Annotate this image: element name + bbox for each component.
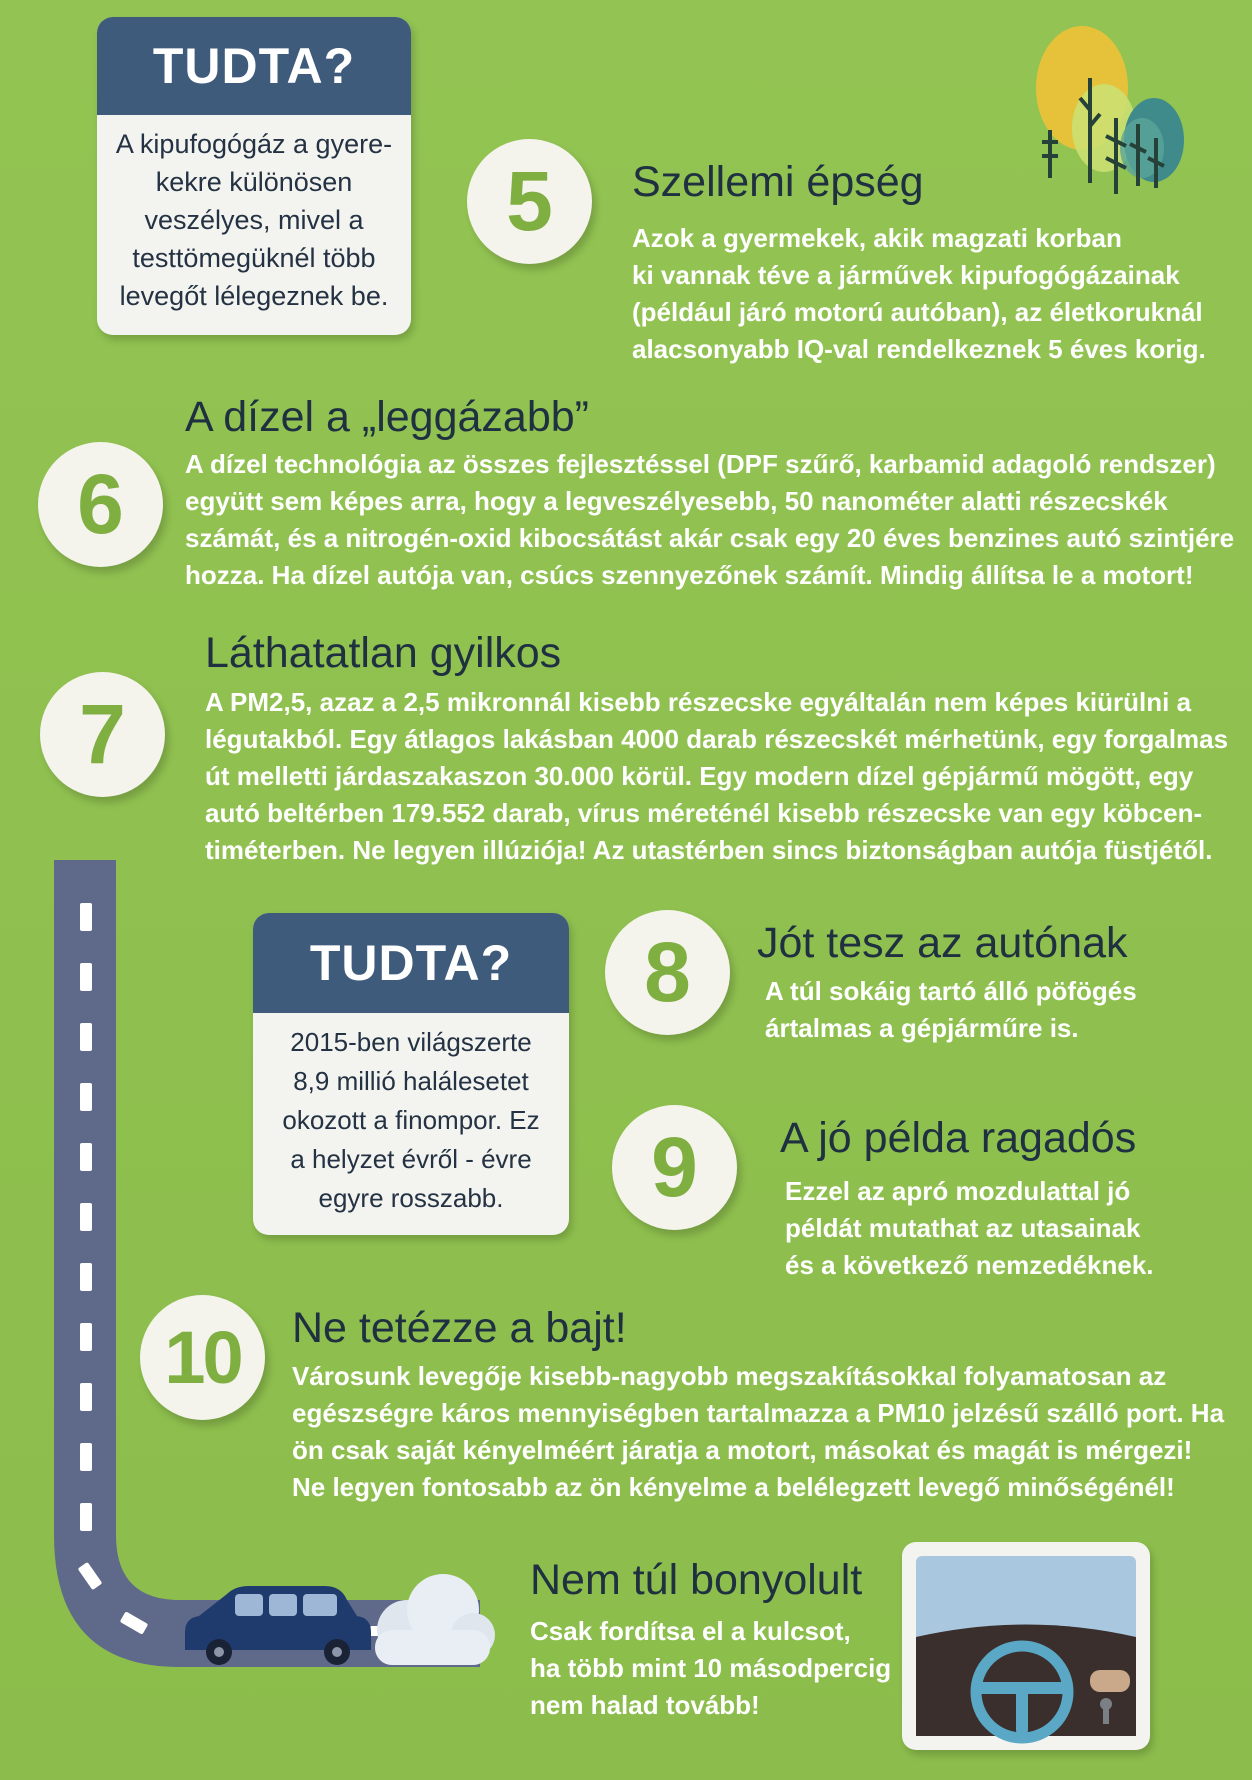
steering-wheel-icon [902,1542,1150,1750]
item-10-line: Városunk levegője kisebb-nagyobb megszakításokkal folyamatosan az [292,1361,1167,1391]
tudta-box-1-heading: TUDTA? [97,17,411,115]
item-5-line: alacsonyabb IQ-val rendelkeznek 5 éves korig. [632,334,1206,364]
tudta-box-1-line: kekre különösen [155,167,353,197]
tudta-box-2-line: a helyzet évről - évre [290,1144,532,1174]
item-6-line: számát, és a nitrogén-oxid kibocsátást akár csak egy 20 éves benzines autó szintjére [185,523,1235,553]
item-5-line: Azok a gyermekek, akik magzati korban [632,223,1122,253]
item-6-line: együtt sem képes arra, hogy a legveszélyesebb, 50 nanométer alatti részecskék [185,486,1168,516]
item-7-line: út melletti járdaszakaszon 30.000 körül. Egy modern dízel gépjármű mögött, egy [205,761,1194,791]
steering-wheel-card [902,1542,1150,1750]
item-8-title: Jót tesz az autónak [757,919,1128,967]
final-line: Csak fordítsa el a kulcsot, [530,1616,851,1646]
item-8-line: A túl sokáig tartó álló pöfögés [765,976,1137,1006]
tudta-box-2-line: okozott a finompor. Ez [282,1105,540,1135]
item-5-line: (például járó motorú autóban), az életkoruknál [632,297,1203,327]
tudta-box-2-line: egyre rosszabb. [318,1183,504,1213]
final-line: nem halad tovább! [530,1690,760,1720]
tudta-box-1-line: A kipufogógáz a gyere- [115,129,393,159]
item-7-number-badge: 7 [40,672,165,797]
tudta-box-2-heading: TUDTA? [253,913,569,1013]
tudta-box-2-text [253,1013,569,1228]
item-5-title: Szellemi épség [632,158,924,206]
tudta-box-1-text [97,115,411,325]
exhaust-cloud-icon [375,1574,495,1665]
final-line: ha több mint 10 másodpercig [530,1653,892,1683]
item-7-line: timéterben. Ne legyen illúziója! Az utastérben sincs biztonságban autója füstjétől. [205,835,1213,865]
item-7-text [205,684,1235,869]
item-7-title: Láthatatlan gyilkos [205,629,562,677]
tudta-box-2 [253,913,569,1235]
item-5-number-badge: 5 [467,139,592,264]
item-9-line: és a következő nemzedéknek. [785,1250,1154,1280]
tudta-box-1 [97,17,411,335]
final-text [530,1613,910,1724]
item-6-text [185,446,1235,594]
item-5-line: ki vannak téve a járművek kipufogógázainak [632,260,1180,290]
tudta-box-1-line: testtömegüknél több [132,243,376,273]
item-10-line: Ne legyen fontosabb az ön kényelme a belélegzett levegő minőségénél! [292,1472,1175,1502]
item-10-line: ön csak saját kényelméért járatja a motort, másokat és magát is mérgezi! [292,1435,1193,1465]
item-6-title: A dízel a „leggázabb” [185,393,589,441]
item-10-title: Ne tetézze a bajt! [292,1304,627,1352]
tudta-box-2-line: 2015-ben világszerte [290,1027,532,1057]
item-8-text [765,973,1225,1047]
item-7-line: A PM2,5, azaz a 2,5 mikronnál kisebb részecske egyáltalán nem képes kiürülni a [205,687,1192,717]
item-6-line: hozza. Ha dízel autója van, csúcs szennyezőnek számít. Mindig állítsa le a motort! [185,560,1194,590]
trees-icon [1020,18,1190,203]
final-title: Nem túl bonyolult [530,1556,863,1604]
tudta-box-1-line: levegőt lélegeznek be. [119,281,389,311]
item-9-number-badge: 9 [612,1105,737,1230]
item-9-title: A jó példa ragadós [780,1114,1137,1162]
item-9-line: Ezzel az apró mozdulattal jó [785,1176,1131,1206]
tudta-box-2-line: 8,9 millió halálesetet [293,1066,529,1096]
item-9-line: példát mutathat az utasainak [785,1213,1141,1243]
item-7-line: autó beltérben 179.552 darab, vírus méreténél kisebb részecske van egy köbcen- [205,798,1203,828]
item-10-text [292,1358,1242,1506]
item-8-line: ártalmas a gépjárműre is. [765,1013,1079,1043]
car-icon [175,1560,495,1675]
item-5-text [632,220,1232,368]
item-8-number-badge: 8 [605,910,730,1035]
item-6-number-badge: 6 [38,442,163,567]
item-9-text [785,1173,1235,1284]
tudta-box-1-line: veszélyes, mivel a [144,205,364,235]
item-10-number-badge: 10 [140,1295,265,1420]
item-10-line: egészségre káros mennyiségben tartalmazza a PM10 jelzésű szálló port. Ha [292,1398,1225,1428]
item-6-line: A dízel technológia az összes fejlesztéssel (DPF szűrő, karbamid adagoló rendszer) [185,449,1216,479]
item-7-line: légutakból. Egy átlagos lakásban 4000 darab részecskét mérhetünk, egy forgalmas [205,724,1229,754]
